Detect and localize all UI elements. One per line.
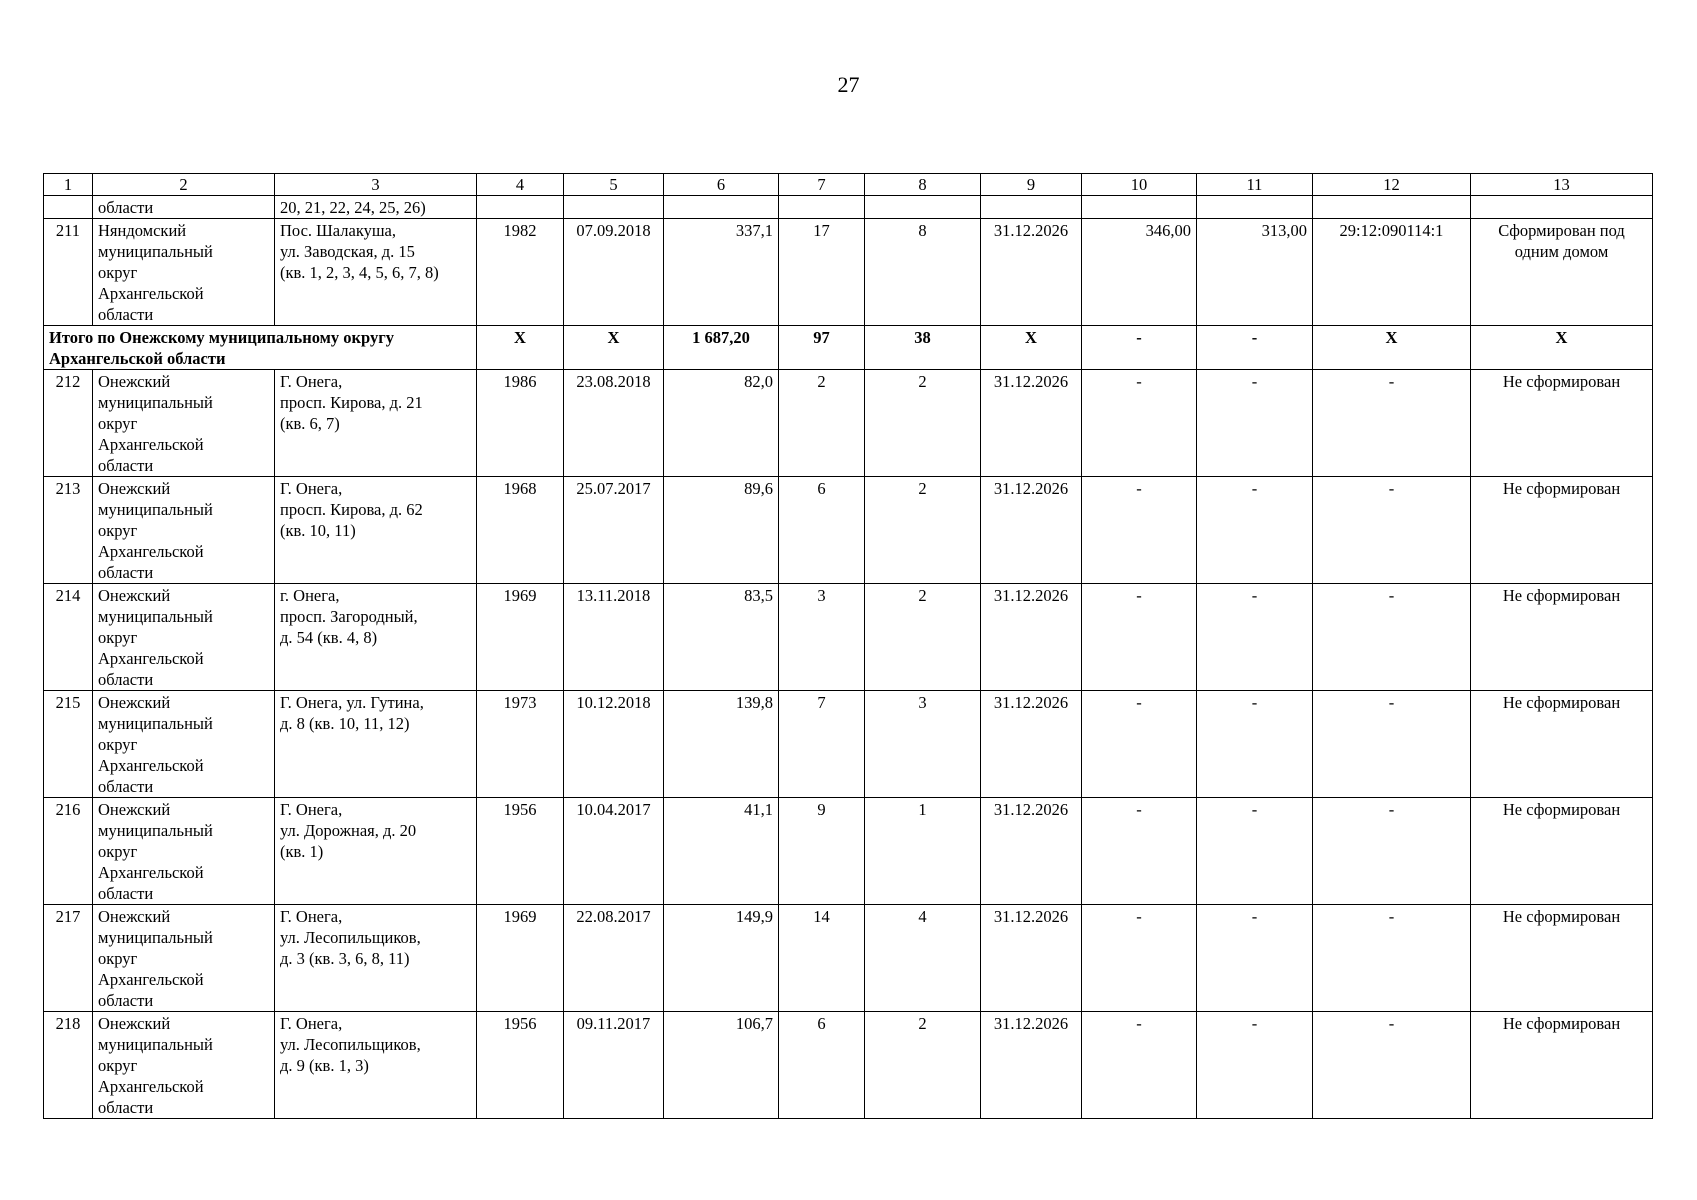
area-cell: 149,9 bbox=[664, 905, 779, 1012]
col11-cell: - bbox=[1197, 691, 1313, 798]
status-cell: Не сформирован bbox=[1471, 691, 1653, 798]
col11-cell: 313,00 bbox=[1197, 219, 1313, 326]
status-cell: Не сформирован bbox=[1471, 905, 1653, 1012]
municipality-line: Архангельской bbox=[98, 1077, 204, 1096]
row-number-cell: 211 bbox=[44, 219, 93, 326]
address-line: просп. Кирова, д. 21 bbox=[280, 393, 423, 412]
address-line: (кв. 10, 11) bbox=[280, 521, 356, 540]
col8-cell: 4 bbox=[865, 905, 981, 1012]
municipality-line: муниципальный bbox=[98, 1035, 213, 1054]
cadastral-cell: - bbox=[1313, 584, 1471, 691]
municipality-cell bbox=[93, 1012, 275, 1119]
date-cell: 25.07.2017 bbox=[564, 477, 664, 584]
date-cell: 13.11.2018 bbox=[564, 584, 664, 691]
area-cell: 139,8 bbox=[664, 691, 779, 798]
total-label-line: Итого по Онежскому муниципальному округу bbox=[49, 328, 394, 347]
address-line: ул. Лесопильщиков, bbox=[280, 1035, 421, 1054]
municipality-line: округ bbox=[98, 521, 138, 540]
col8-cell: 1 bbox=[865, 798, 981, 905]
municipality-cell: области bbox=[93, 196, 275, 219]
municipality-line: округ bbox=[98, 263, 138, 282]
municipality-cell bbox=[93, 798, 275, 905]
deadline-cell: 31.12.2026 bbox=[981, 584, 1082, 691]
total-row bbox=[44, 326, 1653, 370]
status-cell bbox=[1471, 219, 1653, 326]
table-cell bbox=[779, 196, 865, 219]
table-cell bbox=[1313, 196, 1471, 219]
header-cell: 13 bbox=[1471, 174, 1653, 196]
table-row bbox=[44, 370, 1653, 477]
cadastral-cell: - bbox=[1313, 370, 1471, 477]
table-row bbox=[44, 798, 1653, 905]
address-line: ул. Дорожная, д. 20 bbox=[280, 821, 417, 840]
date-cell: 10.04.2017 bbox=[564, 798, 664, 905]
address-cell bbox=[275, 584, 477, 691]
header-cell: 12 bbox=[1313, 174, 1471, 196]
address-cell bbox=[275, 1012, 477, 1119]
cadastral-cell: - bbox=[1313, 905, 1471, 1012]
cadastral-cell: - bbox=[1313, 477, 1471, 584]
col7-cell: 6 bbox=[779, 1012, 865, 1119]
municipality-line: области bbox=[98, 563, 154, 582]
col11-cell: - bbox=[1197, 584, 1313, 691]
municipality-line: Архангельской bbox=[98, 970, 204, 989]
address-line: просп. Кирова, д. 62 bbox=[280, 500, 423, 519]
col10-cell: - bbox=[1082, 905, 1197, 1012]
municipality-line: Онежский bbox=[98, 372, 171, 391]
municipality-cell bbox=[93, 477, 275, 584]
col10-cell: - bbox=[1082, 1012, 1197, 1119]
address-cell bbox=[275, 691, 477, 798]
municipality-line: Онежский bbox=[98, 586, 171, 605]
year-cell: 1969 bbox=[477, 905, 564, 1012]
area-cell: 337,1 bbox=[664, 219, 779, 326]
address-line: (кв. 6, 7) bbox=[280, 414, 340, 433]
header-cell: 8 bbox=[865, 174, 981, 196]
municipality-line: области bbox=[98, 456, 154, 475]
status-cell: Не сформирован bbox=[1471, 370, 1653, 477]
municipality-line: области bbox=[98, 884, 154, 903]
col7-cell: 2 bbox=[779, 370, 865, 477]
table-cell bbox=[1197, 196, 1313, 219]
header-cell: 2 bbox=[93, 174, 275, 196]
municipality-line: области bbox=[98, 670, 154, 689]
municipality-line: Архангельской bbox=[98, 542, 204, 561]
table-row bbox=[44, 691, 1653, 798]
municipality-line: области bbox=[98, 305, 154, 324]
municipality-line: округ bbox=[98, 842, 138, 861]
municipality-line: Няндомский bbox=[98, 221, 187, 240]
total-cell: X bbox=[981, 326, 1082, 370]
address-line: Г. Онега, bbox=[280, 479, 343, 498]
year-cell: 1982 bbox=[477, 219, 564, 326]
row-number-cell: 218 bbox=[44, 1012, 93, 1119]
col7-cell: 3 bbox=[779, 584, 865, 691]
header-cell: 9 bbox=[981, 174, 1082, 196]
col11-cell: - bbox=[1197, 1012, 1313, 1119]
total-cell: - bbox=[1082, 326, 1197, 370]
municipality-line: округ bbox=[98, 628, 138, 647]
municipality-cell bbox=[93, 691, 275, 798]
header-cell: 5 bbox=[564, 174, 664, 196]
deadline-cell: 31.12.2026 bbox=[981, 477, 1082, 584]
municipality-line: области bbox=[98, 777, 154, 796]
col11-cell: - bbox=[1197, 905, 1313, 1012]
header-cell: 1 bbox=[44, 174, 93, 196]
table-cell bbox=[981, 196, 1082, 219]
row-number-cell: 216 bbox=[44, 798, 93, 905]
row-number-cell: 213 bbox=[44, 477, 93, 584]
col11-cell: - bbox=[1197, 477, 1313, 584]
col10-cell: - bbox=[1082, 798, 1197, 905]
municipality-line: Архангельской bbox=[98, 649, 204, 668]
col8-cell: 2 bbox=[865, 477, 981, 584]
municipality-cell bbox=[93, 905, 275, 1012]
address-line: Г. Онега, bbox=[280, 372, 343, 391]
row-number-cell: 215 bbox=[44, 691, 93, 798]
table-row bbox=[44, 1012, 1653, 1119]
address-line: (кв. 1) bbox=[280, 842, 324, 861]
address-cell bbox=[275, 477, 477, 584]
address-line: д. 8 (кв. 10, 11, 12) bbox=[280, 714, 410, 733]
address-cell bbox=[275, 905, 477, 1012]
total-label-line: Архангельской области bbox=[49, 349, 226, 368]
address-line: Г. Онега, bbox=[280, 800, 343, 819]
col10-cell: - bbox=[1082, 477, 1197, 584]
year-cell: 1956 bbox=[477, 798, 564, 905]
date-cell: 07.09.2018 bbox=[564, 219, 664, 326]
address-line: просп. Загородный, bbox=[280, 607, 418, 626]
table-cell bbox=[1471, 196, 1653, 219]
deadline-cell: 31.12.2026 bbox=[981, 219, 1082, 326]
municipality-line: муниципальный bbox=[98, 928, 213, 947]
municipality-line: округ bbox=[98, 949, 138, 968]
municipality-line: Онежский bbox=[98, 479, 171, 498]
municipality-line: Онежский bbox=[98, 907, 171, 926]
address-line: (кв. 1, 2, 3, 4, 5, 6, 7, 8) bbox=[280, 263, 439, 282]
col8-cell: 3 bbox=[865, 691, 981, 798]
municipality-line: Архангельской bbox=[98, 756, 204, 775]
area-cell: 82,0 bbox=[664, 370, 779, 477]
page-number: 27 bbox=[837, 72, 860, 97]
date-cell: 10.12.2018 bbox=[564, 691, 664, 798]
status-cell: Не сформирован bbox=[1471, 798, 1653, 905]
status-line: одним домом bbox=[1514, 242, 1609, 261]
col7-cell: 7 bbox=[779, 691, 865, 798]
date-cell: 09.11.2017 bbox=[564, 1012, 664, 1119]
table-row bbox=[44, 584, 1653, 691]
area-cell: 106,7 bbox=[664, 1012, 779, 1119]
table-cell bbox=[664, 196, 779, 219]
col10-cell: - bbox=[1082, 584, 1197, 691]
col10-cell: - bbox=[1082, 370, 1197, 477]
municipality-cell bbox=[93, 370, 275, 477]
total-cell: 38 bbox=[865, 326, 981, 370]
year-cell: 1973 bbox=[477, 691, 564, 798]
cadastral-cell: - bbox=[1313, 691, 1471, 798]
header-cell: 11 bbox=[1197, 174, 1313, 196]
table-cell bbox=[564, 196, 664, 219]
municipality-line: муниципальный bbox=[98, 714, 213, 733]
total-cell: X bbox=[564, 326, 664, 370]
table-cell bbox=[44, 196, 93, 219]
municipality-line: области bbox=[98, 1098, 154, 1117]
municipality-line: Онежский bbox=[98, 1014, 171, 1033]
status-cell: Не сформирован bbox=[1471, 584, 1653, 691]
area-cell: 41,1 bbox=[664, 798, 779, 905]
municipality-line: округ bbox=[98, 1056, 138, 1075]
address-line: Г. Онега, bbox=[280, 1014, 343, 1033]
row-number-cell: 217 bbox=[44, 905, 93, 1012]
year-cell: 1968 bbox=[477, 477, 564, 584]
table-cell bbox=[1082, 196, 1197, 219]
col7-cell: 17 bbox=[779, 219, 865, 326]
col8-cell: 2 bbox=[865, 584, 981, 691]
header-cell: 3 bbox=[275, 174, 477, 196]
deadline-cell: 31.12.2026 bbox=[981, 798, 1082, 905]
table-cell bbox=[477, 196, 564, 219]
col7-cell: 14 bbox=[779, 905, 865, 1012]
deadline-cell: 31.12.2026 bbox=[981, 370, 1082, 477]
deadline-cell: 31.12.2026 bbox=[981, 691, 1082, 798]
col10-cell: - bbox=[1082, 691, 1197, 798]
header-cell: 4 bbox=[477, 174, 564, 196]
date-cell: 22.08.2017 bbox=[564, 905, 664, 1012]
table-row bbox=[44, 219, 1653, 326]
municipality-line: муниципальный bbox=[98, 393, 213, 412]
year-cell: 1986 bbox=[477, 370, 564, 477]
total-area-cell: 1 687,20 bbox=[664, 326, 779, 370]
address-line: ул. Лесопильщиков, bbox=[280, 928, 421, 947]
address-line: г. Онега, bbox=[280, 586, 340, 605]
address-cell bbox=[275, 219, 477, 326]
municipality-line: округ bbox=[98, 735, 138, 754]
municipality-line: муниципальный bbox=[98, 500, 213, 519]
address-line: Пос. Шалакуша, bbox=[280, 221, 397, 240]
col7-cell: 6 bbox=[779, 477, 865, 584]
municipality-line: Онежский bbox=[98, 693, 171, 712]
cadastral-cell: 29:12:090114:1 bbox=[1313, 219, 1471, 326]
address-line: Г. Онега, ул. Гутина, bbox=[280, 693, 424, 712]
municipality-line: области bbox=[98, 991, 154, 1010]
status-cell: Не сформирован bbox=[1471, 477, 1653, 584]
address-cell bbox=[275, 798, 477, 905]
cadastral-cell: - bbox=[1313, 1012, 1471, 1119]
row-number-cell: 214 bbox=[44, 584, 93, 691]
total-cell: X bbox=[1471, 326, 1653, 370]
municipality-cell bbox=[93, 219, 275, 326]
housing-registry-table bbox=[43, 173, 1653, 1119]
municipality-line: муниципальный bbox=[98, 607, 213, 626]
header-cell: 6 bbox=[664, 174, 779, 196]
municipality-line: Архангельской bbox=[98, 863, 204, 882]
total-cell: X bbox=[477, 326, 564, 370]
table-row bbox=[44, 477, 1653, 584]
table-cell bbox=[865, 196, 981, 219]
header-cell: 7 bbox=[779, 174, 865, 196]
table-row bbox=[44, 905, 1653, 1012]
municipality-line: Архангельской bbox=[98, 284, 204, 303]
col7-cell: 9 bbox=[779, 798, 865, 905]
total-cell: X bbox=[1313, 326, 1471, 370]
year-cell: 1956 bbox=[477, 1012, 564, 1119]
year-cell: 1969 bbox=[477, 584, 564, 691]
total-label-cell bbox=[44, 326, 477, 370]
col8-cell: 2 bbox=[865, 370, 981, 477]
col8-cell: 8 bbox=[865, 219, 981, 326]
municipality-line: Онежский bbox=[98, 800, 171, 819]
address-line: д. 9 (кв. 1, 3) bbox=[280, 1056, 369, 1075]
total-cell: - bbox=[1197, 326, 1313, 370]
row-number-cell: 212 bbox=[44, 370, 93, 477]
col8-cell: 2 bbox=[865, 1012, 981, 1119]
header-cell: 10 bbox=[1082, 174, 1197, 196]
municipality-line: округ bbox=[98, 414, 138, 433]
cadastral-cell: - bbox=[1313, 798, 1471, 905]
address-line: ул. Заводская, д. 15 bbox=[280, 242, 415, 261]
total-cell: 97 bbox=[779, 326, 865, 370]
date-cell: 23.08.2018 bbox=[564, 370, 664, 477]
municipality-cell bbox=[93, 584, 275, 691]
address-line: Г. Онега, bbox=[280, 907, 343, 926]
address-line: д. 54 (кв. 4, 8) bbox=[280, 628, 378, 647]
column-number-header-row bbox=[44, 174, 1653, 196]
status-line: Сформирован под bbox=[1498, 221, 1625, 240]
address-cell: 20, 21, 22, 24, 25, 26) bbox=[275, 196, 477, 219]
status-cell: Не сформирован bbox=[1471, 1012, 1653, 1119]
deadline-cell: 31.12.2026 bbox=[981, 1012, 1082, 1119]
address-cell bbox=[275, 370, 477, 477]
continuation-row bbox=[44, 196, 1653, 219]
municipality-line: муниципальный bbox=[98, 821, 213, 840]
col11-cell: - bbox=[1197, 370, 1313, 477]
col11-cell: - bbox=[1197, 798, 1313, 905]
area-cell: 89,6 bbox=[664, 477, 779, 584]
municipality-line: Архангельской bbox=[98, 435, 204, 454]
address-line: д. 3 (кв. 3, 6, 8, 11) bbox=[280, 949, 410, 968]
area-cell: 83,5 bbox=[664, 584, 779, 691]
col10-cell: 346,00 bbox=[1082, 219, 1197, 326]
municipality-line: муниципальный bbox=[98, 242, 213, 261]
deadline-cell: 31.12.2026 bbox=[981, 905, 1082, 1012]
